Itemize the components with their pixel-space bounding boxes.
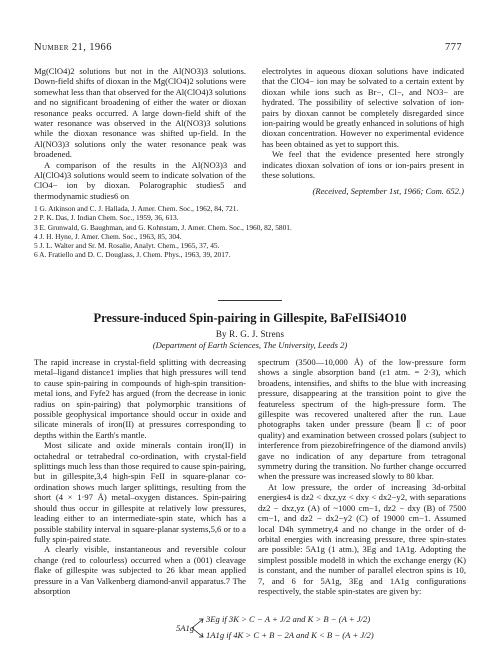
spin-state-scheme: [176, 612, 476, 644]
section-divider: [218, 300, 282, 301]
issue-label: Number 21, 1966: [34, 42, 112, 53]
reference-item: 1 G. Atkinson and C. J. Hallada, J. Amer. Chem. Soc., 1962, 84, 721.: [34, 204, 239, 214]
paragraph: The rapid increase in crystal-field splitting with decreasing metal–ligand distance1 implies that high pressures will tend to cause spin-pairing in compounds of high-spin transition-metal ions, and Fyfe2 has argued (from the decrease in ionic radius on spin-pairing) that polymorphic transitions of possible geophysical importance should occur in oxide and silicate minerals of iron(II) at pressures corresponding to depths within the Earth's mantle.: [34, 357, 246, 440]
paragraph: spectrum (3500—10,000 Å) of the low-pressure form shows a single absorption band (ε1 atm. = 2·3), which broadens, intensifies, and shifts to the blue with increasing pressure, disappearing at the transition point to give the featureless spectrum of the high-pressure form. The gillespite was recovered unaltered after the run. Laue photographs taken under pressure (beam ∥ c: of poor quality) and examination between crossed polars (subject to interference from piezobirefringence of the diamond anvils) gave no indication of any departure from tetragonal symmetry during the transition. No further change occurred when the pressure was increased slowly to 80 kbar.: [258, 357, 466, 482]
paragraph: electrolytes in aqueous dioxan solutions have indicated that the ClO4− ion may be solvated to a certain extent by dioxan while ions such as Br−, Cl−, and NO3− are hydrated. The possibility of selective solvation of ion-pairs by dioxan cannot be completely disregarded since ion-pairing would be greatly enhanced in solutions of high dioxan concentration. However no experimental evidence has been obtained as yet to support this.: [262, 66, 464, 149]
reference-item: 6 A. Fratiello and D. C. Douglass, J. Chem. Phys., 1963, 39, 2017.: [34, 250, 231, 260]
paragraph: Mg(ClO4)2 solutions but not in the Al(NO3)3 solutions. Down-field shifts of dioxan in the Mg(ClO4)2 solutions were somewhat less than that observed for the Al(ClO4)3 solutions and no significant broadening of either the water or dioxan resonance peaks occurred. A large down-field shift of the water resonance was observed in the Al(NO3)3 solutions while the dioxan resonance was shifted up-field. In the Al(NO3)3 solutions only the water resonance peak was broadened.: [34, 66, 246, 160]
condition-singlet: 1A1g if 4K > C + B − 2A and K < B − (A + J/2): [206, 630, 374, 640]
received-date: (Received, September 1st, 1966; Com. 652.): [312, 186, 464, 197]
paragraph: A clearly visible, instantaneous and reversible colour change (red to colourless) occurred when a (001) cleavage flake of gillespite was subjected to 26 kbar mean applied pressure in a Van Valkenberg diamond-anvil apparatus.7 The absorption: [34, 544, 246, 596]
branch-arrows-icon: [190, 616, 206, 640]
column-top-right: [262, 66, 464, 197]
page-number: 777: [445, 42, 462, 53]
reference-item: 4 J. H. Hyne, J. Amer. Chem. Soc., 1963, 85, 304.: [34, 231, 182, 241]
running-header: [34, 42, 462, 56]
paragraph: Most silicate and oxide minerals contain iron(II) in octahedral or tetrahedral co-ordination, with crystal-field splittings much less than those required to cause spin-pairing, but in gillespite,3,4 high-spin FeII in square-planar co-ordination shows much larger splittings, resulting from the short (4 × 1·97 Å) metal–oxygen distances. Spin-pairing should thus occur in gillespite at relatively low pressures, leading either to an intermediate-spin state, which has a possible stability interval in square-planar systems,5,6 or to a fully spin-paired state.: [34, 440, 246, 544]
article-author: By R. G. J. Strens: [215, 329, 285, 339]
reference-item: 3 E. Grunwald, G. Baughman, and G. Kohnstam, J. Amer. Chem. Soc., 1960, 82, 5801.: [34, 222, 292, 232]
reference-list: [34, 204, 292, 260]
initial-state: 5A1g: [176, 623, 195, 633]
column-bottom-left: [34, 357, 246, 596]
reference-item: 5 J. L. Walter and Sr. M. Rosalie, Analyt. Chem., 1965, 37, 45.: [34, 241, 220, 251]
column-bottom-right: [258, 357, 466, 596]
paragraph: A comparison of the results in the Al(NO3)3 and Al(ClO4)3 solutions would seem to indicate solvation of the ClO4− ion by dioxan. Polarographic studies5 and thermodynamic studies6 on: [34, 159, 246, 201]
reference-item: 2 P. K. Das, J. Indian Chem. Soc., 1959, 36, 613.: [34, 213, 179, 223]
condition-triplet: 3Eg if 3K > C − A + J/2 and K > B − (A + J/2): [206, 614, 371, 624]
column-top-left: [34, 66, 292, 260]
article-title: Pressure-induced Spin-pairing in Gillespite, BaFeIISi4O10: [93, 311, 407, 325]
paragraph: We feel that the evidence presented here strongly indicates dioxan solvation of ions or ion-pairs present in these solutions.: [262, 149, 464, 181]
article-affiliation: (Department of Earth Sciences, The University, Leeds 2): [152, 340, 348, 350]
paragraph: At low pressure, the order of increasing 3d-orbital energies4 is dz2 < dxz,yz < dxy < dx2−y2, with separations dz2 − dxz,yz (A) of ~1000 cm−1, dz2 − dxy (B) of 7500 cm−1, and dz2 − dx2−y2 (C) of 19000 cm−1. Assumed local D4h symmetry,4 and no change in the order of d-orbital energies with increasing pressure, three spin-states are possible: 5A1g (1 atm.), 3Eg and 1A1g. Adopting the simplest possible model8 in which the exchange energy (K) is constant, and the number of parallel electron spins is 10, 7, and 6 for 5A1g, 3Eg and 1A1g configurations respectively, the stable spin-states are given by:: [258, 481, 466, 596]
